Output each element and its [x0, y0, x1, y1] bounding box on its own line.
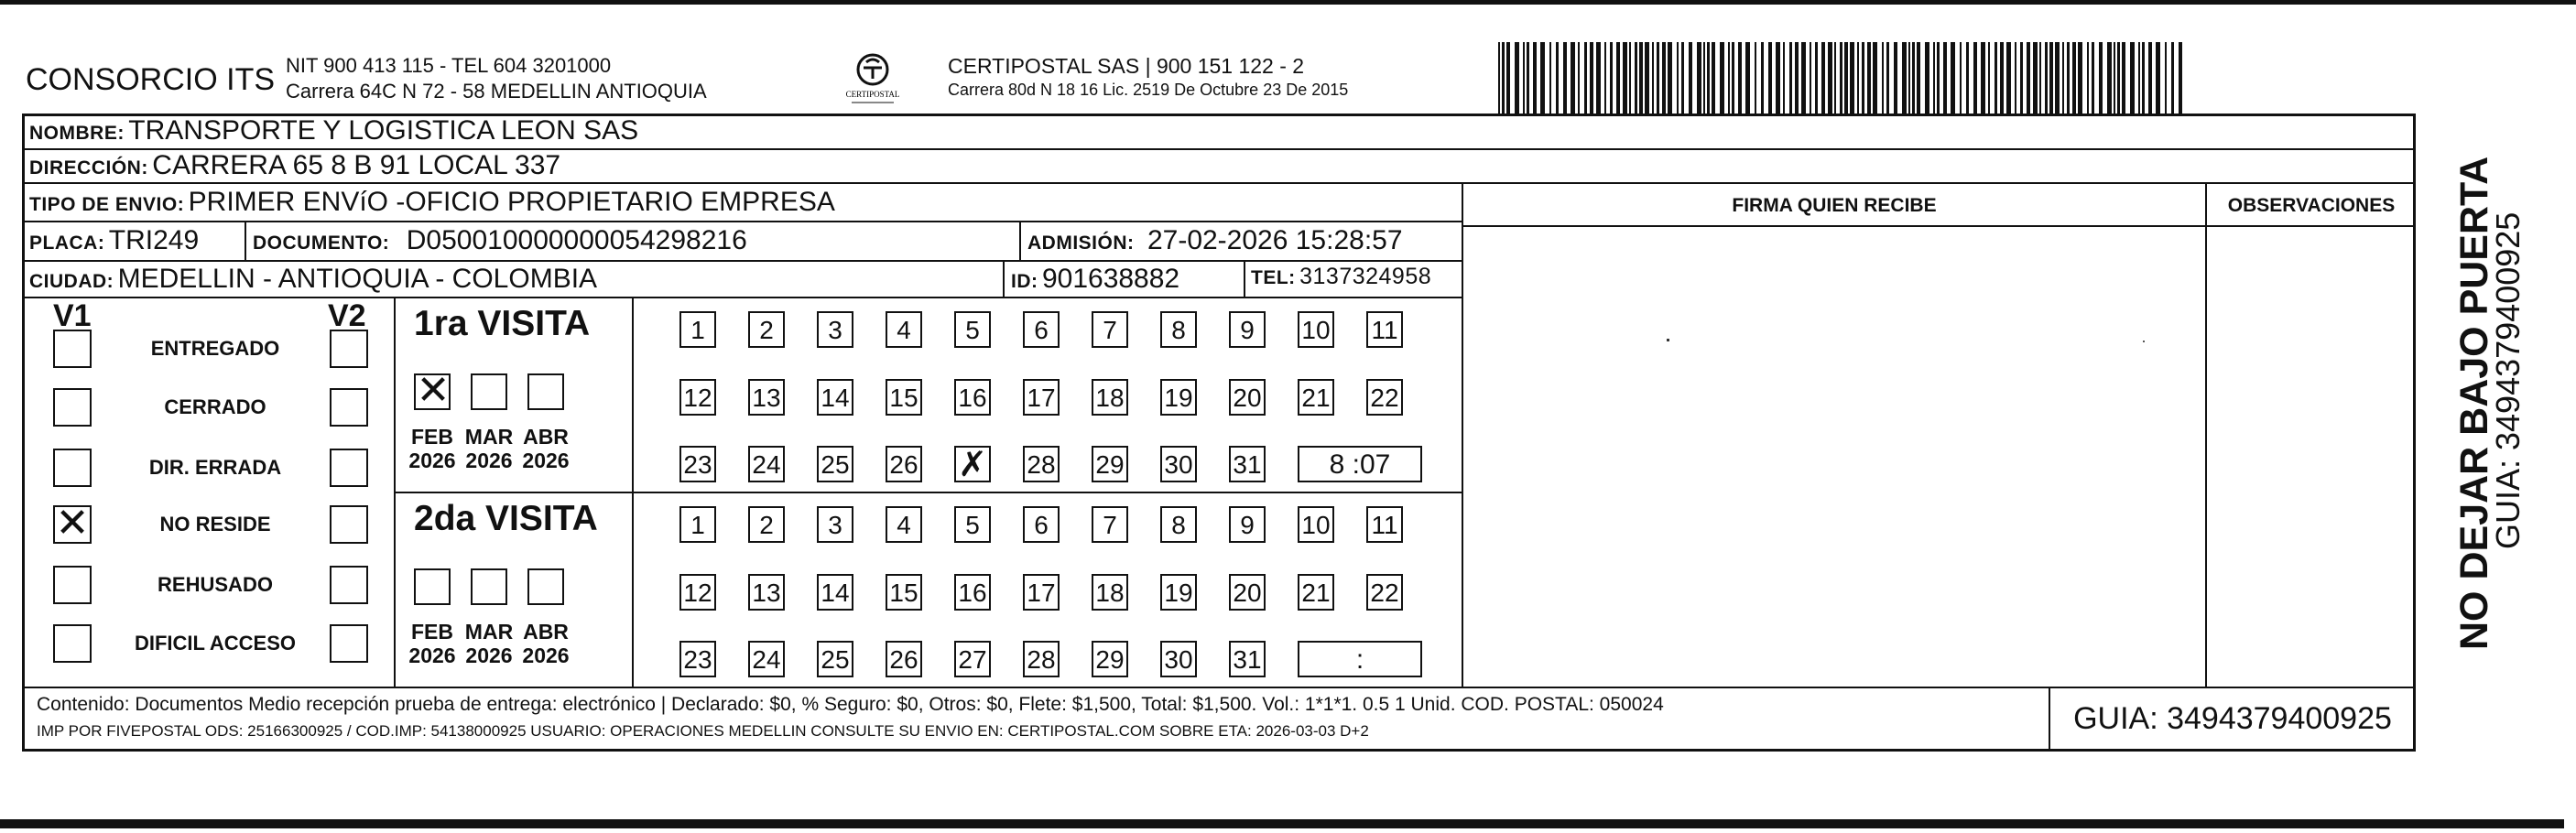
day-box[interactable]: 28 — [1023, 446, 1060, 482]
day-box[interactable]: 2 — [748, 506, 785, 543]
day-box[interactable]: 31 — [1229, 641, 1266, 677]
admision-value: 27-02-2026 15:28:57 — [1147, 225, 1403, 255]
barcode-bar — [2092, 42, 2094, 114]
check-mark-icon: ✕ — [55, 501, 90, 546]
barcode-bar — [2122, 42, 2125, 114]
barcode-bar — [1563, 42, 1567, 114]
barcode-bar — [2114, 42, 2115, 114]
month-name: FEB — [411, 425, 453, 449]
bottom-rule — [0, 819, 2564, 828]
barcode-bar — [1720, 42, 1724, 114]
admision-row — [1027, 225, 1403, 256]
day-box[interactable]: 16 — [954, 379, 991, 416]
day-box-marked[interactable]: ✗ — [954, 446, 991, 482]
barcode-bar — [1933, 42, 1935, 114]
company-name: CONSORCIO ITS — [26, 62, 276, 97]
barcode-bar — [1616, 42, 1620, 114]
col-divider — [245, 221, 246, 261]
ciudad-value: MEDELLIN - ANTIOQUIA - COLOMBIA — [117, 264, 598, 294]
documento-row — [253, 225, 747, 256]
month-checkbox[interactable] — [471, 373, 507, 410]
day-box[interactable]: 20 — [1229, 574, 1266, 611]
v1-checkbox[interactable] — [53, 501, 92, 546]
day-box[interactable]: 2 — [748, 311, 785, 348]
day-box[interactable]: 17 — [1023, 574, 1060, 611]
barcode-bar — [1506, 42, 1510, 114]
barcode-bar — [1707, 42, 1710, 114]
day-box[interactable]: 22 — [1366, 379, 1403, 416]
col-divider — [2205, 182, 2207, 687]
month-checkbox[interactable] — [527, 373, 564, 410]
day-box[interactable]: 15 — [886, 574, 922, 611]
barcode-bar — [1951, 42, 1955, 114]
barcode-bar — [1943, 42, 1947, 114]
tel-label: TEL: — [1251, 267, 1296, 288]
nombre-label: NOMBRE: — [29, 123, 125, 144]
day-box[interactable]: 13 — [748, 574, 785, 611]
tipo-row — [29, 187, 835, 218]
barcode-bar — [1966, 42, 1969, 114]
day-box[interactable]: 30 — [1160, 446, 1197, 482]
visit-time-box[interactable]: : — [1298, 641, 1422, 677]
print-info-line: IMP POR FIVEPOSTAL ODS: 25166300925 / COD.IMP: 54138000925 USUARIO: OPERACIONES MEDELLIN CONSULTE SU ENVIO EN: CERTIPOSTAL.COM SOBRE ETA: 2026-03-03 D+2 — [37, 722, 1369, 740]
barcode-bar — [1981, 42, 1985, 114]
barcode-bar — [1873, 42, 1877, 114]
barcode-bar — [1610, 42, 1613, 114]
barcode-bar — [1652, 42, 1654, 114]
day-box[interactable]: 23 — [679, 641, 716, 677]
barcode-bar — [2015, 42, 2016, 114]
status-option-label: DIFICIL ACCESO — [134, 632, 296, 654]
day-box[interactable]: 13 — [748, 379, 785, 416]
day-box[interactable]: 26 — [886, 446, 922, 482]
barcode-bar — [1973, 42, 1977, 114]
col-divider — [1244, 260, 1245, 297]
month-name: ABR — [523, 620, 569, 644]
side-guia-number: GUIA: 3494379400925 — [2489, 211, 2527, 549]
barcode-bar — [1523, 42, 1525, 114]
month-checkbox[interactable] — [527, 568, 564, 605]
barcode-bar — [2156, 42, 2160, 114]
month-checkbox[interactable] — [414, 368, 451, 413]
guia-number: GUIA: 3494379400925 — [2049, 688, 2415, 749]
col-divider — [1019, 221, 1021, 261]
documento-value: D050010000000054298216 — [406, 225, 747, 255]
day-box[interactable]: 4 — [886, 311, 922, 348]
barcode-bar — [1783, 42, 1785, 114]
svg-text:CERTIPOSTAL: CERTIPOSTAL — [845, 90, 900, 99]
day-box[interactable]: 22 — [1366, 574, 1403, 611]
day-box[interactable]: 20 — [1229, 379, 1266, 416]
day-box[interactable]: 14 — [817, 379, 853, 416]
barcode-bar — [1590, 42, 1593, 114]
barcode-bar — [2171, 42, 2174, 114]
barcode-bar — [2165, 42, 2167, 114]
barcode-bar — [1712, 42, 1715, 114]
barcode-bar — [2049, 42, 2053, 114]
month-checkbox[interactable] — [471, 568, 507, 605]
day-box[interactable]: 5 — [954, 311, 991, 348]
tipo-label: TIPO DE ENVIO: — [29, 194, 185, 215]
nombre-row — [29, 115, 638, 146]
v2-checkbox[interactable] — [330, 566, 368, 604]
barcode-bar — [1578, 42, 1580, 114]
barcode-bar — [2039, 42, 2041, 114]
barcode-bar — [1834, 42, 1836, 114]
day-box[interactable]: 11 — [1366, 311, 1403, 348]
day-box[interactable]: 10 — [1298, 311, 1334, 348]
barcode-bar — [1738, 42, 1742, 114]
barcode-bar — [1810, 42, 1811, 114]
no-dejar-notice: NO DEJAR BAJO PUERTA — [2452, 156, 2496, 650]
barcode-bar — [1584, 42, 1587, 114]
placa-label: PLACA: — [29, 233, 105, 254]
barcode-bar — [1645, 42, 1649, 114]
month-label — [400, 620, 464, 667]
barcode-bar — [1912, 42, 1915, 114]
direccion-value: CARRERA 65 8 B 91 LOCAL 337 — [152, 150, 561, 180]
month-year: 2026 — [465, 644, 513, 667]
barcode-bar — [2000, 42, 2004, 114]
barcode-bar — [2142, 42, 2145, 114]
month-year: 2026 — [408, 644, 456, 667]
barcode-bar — [1549, 42, 1551, 114]
month-checkbox[interactable] — [414, 568, 451, 605]
day-box[interactable]: 19 — [1160, 379, 1197, 416]
barcode-bar — [1623, 42, 1627, 114]
day-box[interactable]: 21 — [1298, 379, 1334, 416]
barcode-bar — [1795, 42, 1799, 114]
barcode-bar — [2148, 42, 2152, 114]
v2-checkbox[interactable] — [330, 330, 368, 368]
barcode-bar — [1789, 42, 1792, 114]
id-label: ID: — [1011, 271, 1038, 292]
barcode-bar — [1828, 42, 1832, 114]
barcode-bar — [1604, 42, 1606, 114]
certipostal-info — [948, 53, 1348, 101]
ciudad-label: CIUDAD: — [29, 271, 114, 292]
nombre-value: TRANSPORTE Y LOGISTICA LEON SAS — [128, 115, 639, 146]
signature-mark — [1667, 339, 1669, 341]
day-box[interactable]: 31 — [1229, 446, 1266, 482]
day-box[interactable]: 28 — [1023, 641, 1060, 677]
status-option-label: CERRADO — [164, 395, 266, 418]
barcode-bar — [1498, 42, 1500, 114]
col-divider — [632, 297, 634, 687]
barcode-bar — [1668, 42, 1672, 114]
barcode-bar — [1925, 42, 1929, 114]
status-option-label: DIR. ERRADA — [148, 456, 282, 479]
nit-line: NIT 900 413 115 - TEL 604 3201000 — [286, 54, 612, 77]
v2-header: V2 — [328, 298, 366, 333]
barcode-bar — [1527, 42, 1529, 114]
day-box[interactable]: 18 — [1092, 574, 1128, 611]
barcode-bar — [2117, 42, 2120, 114]
barcode-bar — [1761, 42, 1764, 114]
barcode-bar — [2130, 42, 2135, 114]
day-box[interactable]: 25 — [817, 446, 853, 482]
day-box[interactable]: 26 — [886, 641, 922, 677]
barcode-bar — [1515, 42, 1519, 114]
day-box[interactable]: 24 — [748, 641, 785, 677]
row-divider — [1462, 225, 2416, 227]
day-box[interactable]: 12 — [679, 574, 716, 611]
barcode-bar — [1540, 42, 1545, 114]
visit-title: 1ra VISITA — [414, 304, 591, 343]
day-box[interactable]: 15 — [886, 379, 922, 416]
barcode-bar — [1657, 42, 1659, 114]
month-label — [514, 620, 578, 667]
row-divider — [22, 221, 1462, 222]
day-box[interactable]: 30 — [1160, 641, 1197, 677]
day-box[interactable]: 17 — [1023, 379, 1060, 416]
certipostal-address: Carrera 80d N 18 16 Lic. 2519 De Octubre 23 De 2015 — [948, 81, 1349, 99]
barcode-bar — [1697, 42, 1701, 114]
day-box[interactable]: 3 — [817, 506, 853, 543]
day-box[interactable]: 1 — [679, 506, 716, 543]
day-box[interactable]: 25 — [817, 641, 853, 677]
barcode-bar — [1844, 42, 1848, 114]
barcode-bar — [2033, 42, 2038, 114]
barcode-bar — [1994, 42, 1997, 114]
day-box[interactable]: 8 — [1160, 311, 1197, 348]
ciudad-row — [29, 264, 597, 295]
barcode-bar — [1681, 42, 1684, 114]
day-box[interactable]: 3 — [817, 311, 853, 348]
barcode — [1498, 42, 2185, 114]
barcode-bar — [1502, 42, 1505, 114]
row-divider — [22, 182, 2416, 184]
barcode-bar — [2045, 42, 2048, 114]
barcode-bar — [1801, 42, 1806, 114]
day-box[interactable]: 11 — [1366, 506, 1403, 543]
barcode-bar — [1886, 42, 1889, 114]
month-label — [400, 425, 464, 472]
barcode-bar — [1639, 42, 1643, 114]
barcode-bar — [1840, 42, 1842, 114]
day-box[interactable]: 6 — [1023, 311, 1060, 348]
month-label — [457, 425, 521, 472]
barcode-bar — [2138, 42, 2140, 114]
certipostal-nit: CERTIPOSTAL SAS | 900 151 122 - 2 — [948, 54, 1305, 78]
v1-checkbox[interactable] — [53, 566, 92, 604]
col-divider — [394, 297, 396, 687]
barcode-bar — [1768, 42, 1772, 114]
tel-value: 3137324958 — [1299, 264, 1432, 289]
day-box[interactable]: 7 — [1092, 311, 1128, 348]
barcode-bar — [2006, 42, 2011, 114]
barcode-bar — [2027, 42, 2030, 114]
barcode-bar — [1635, 42, 1637, 114]
barcode-bar — [1677, 42, 1679, 114]
day-box[interactable]: 6 — [1023, 506, 1060, 543]
barcode-bar — [2062, 42, 2064, 114]
barcode-bar — [2179, 42, 2182, 114]
v1-checkbox[interactable] — [53, 624, 92, 663]
barcode-bar — [1629, 42, 1631, 114]
barcode-bar — [1850, 42, 1854, 114]
barcode-bar — [1882, 42, 1884, 114]
barcode-bar — [1988, 42, 1990, 114]
v1-header: V1 — [53, 298, 92, 333]
barcode-bar — [1867, 42, 1871, 114]
v2-checkbox[interactable] — [330, 388, 368, 427]
day-box[interactable]: 24 — [748, 446, 785, 482]
direccion-row — [29, 150, 560, 181]
id-row — [1011, 264, 1179, 295]
day-box[interactable]: 10 — [1298, 506, 1334, 543]
observaciones-header: OBSERVACIONES — [2227, 195, 2396, 216]
day-box[interactable]: 9 — [1229, 506, 1266, 543]
visit-title: 2da VISITA — [414, 499, 598, 538]
barcode-bar — [1732, 42, 1734, 114]
barcode-bar — [2087, 42, 2089, 114]
month-year: 2026 — [522, 644, 570, 667]
barcode-bar — [1533, 42, 1537, 114]
barcode-bar — [1937, 42, 1940, 114]
barcode-bar — [1571, 42, 1575, 114]
placa-value: TRI249 — [108, 225, 200, 255]
barcode-bar — [1917, 42, 1920, 114]
col-divider — [1003, 260, 1005, 297]
certipostal-logo — [841, 48, 905, 112]
barcode-bar — [1821, 42, 1825, 114]
barcode-bar — [1662, 42, 1666, 114]
barcode-bar — [1556, 42, 1559, 114]
row-divider — [22, 297, 1462, 298]
day-box[interactable]: 5 — [954, 506, 991, 543]
day-box[interactable]: 7 — [1092, 506, 1128, 543]
barcode-bar — [2020, 42, 2023, 114]
day-box[interactable]: 4 — [886, 506, 922, 543]
tipo-value: PRIMER ENVíO -OFICIO PROPIETARIO EMPRESA — [188, 187, 835, 217]
month-year: 2026 — [465, 449, 513, 472]
day-box[interactable]: 19 — [1160, 574, 1197, 611]
barcode-bar — [1894, 42, 1897, 114]
id-value: 901638882 — [1041, 264, 1180, 294]
col-divider — [1462, 182, 1463, 687]
v2-checkbox[interactable] — [330, 505, 368, 544]
day-box[interactable]: 1 — [679, 311, 716, 348]
barcode-bar — [1703, 42, 1705, 114]
signature-mark — [2143, 341, 2145, 342]
top-rule — [0, 0, 2576, 5]
barcode-bar — [2055, 42, 2060, 114]
barcode-bar — [1689, 42, 1692, 114]
barcode-bar — [1755, 42, 1756, 114]
barcode-bar — [2067, 42, 2070, 114]
day-box[interactable]: 21 — [1298, 574, 1334, 611]
month-year: 2026 — [408, 449, 456, 472]
day-box[interactable]: 29 — [1092, 641, 1128, 677]
day-box[interactable]: 29 — [1092, 446, 1128, 482]
tel-row — [1251, 264, 1431, 290]
barcode-bar — [1745, 42, 1750, 114]
barcode-bar — [1596, 42, 1601, 114]
status-option-label: NO RESIDE — [159, 513, 271, 536]
barcode-bar — [1960, 42, 1962, 114]
month-name: MAR — [464, 425, 514, 449]
row-divider — [22, 260, 1462, 262]
month-name: FEB — [411, 620, 453, 644]
v1-checkbox[interactable] — [53, 449, 92, 487]
barcode-bar — [2072, 42, 2076, 114]
barcode-bar — [2107, 42, 2112, 114]
documento-label: DOCUMENTO: — [253, 233, 390, 254]
day-box[interactable]: 14 — [817, 574, 853, 611]
status-option-label: REHUSADO — [158, 573, 273, 596]
placa-row — [29, 225, 199, 256]
day-box[interactable]: 9 — [1229, 311, 1266, 348]
barcode-bar — [1728, 42, 1730, 114]
month-year: 2026 — [522, 449, 570, 472]
month-name: ABR — [523, 425, 569, 449]
status-option-label: ENTREGADO — [150, 337, 280, 360]
visit-divider — [394, 492, 1462, 493]
barcode-bar — [2078, 42, 2082, 114]
firma-header: FIRMA QUIEN RECIBE — [1732, 195, 1937, 216]
day-box[interactable]: 16 — [954, 574, 991, 611]
v2-checkbox[interactable] — [330, 449, 368, 487]
barcode-bar — [1902, 42, 1907, 114]
v1-checkbox[interactable] — [53, 388, 92, 427]
barcode-bar — [1857, 42, 1859, 114]
month-label — [457, 620, 521, 667]
direccion-label: DIRECCIÓN: — [29, 157, 148, 178]
day-box[interactable]: 23 — [679, 446, 716, 482]
address-line: Carrera 64C N 72 - 58 MEDELLIN ANTIOQUIA — [286, 80, 707, 103]
company-info — [286, 53, 707, 104]
admision-label: ADMISIÓN: — [1027, 233, 1135, 254]
visit-time-box[interactable]: 8 :07 — [1298, 446, 1422, 482]
day-box[interactable]: 18 — [1092, 379, 1128, 416]
barcode-bar — [1908, 42, 1910, 114]
barcode-bar — [2099, 42, 2103, 114]
barcode-bar — [1776, 42, 1780, 114]
barcode-bar — [1815, 42, 1818, 114]
month-name: MAR — [464, 620, 514, 644]
barcode-bar — [1862, 42, 1864, 114]
day-box[interactable]: 27 — [954, 641, 991, 677]
day-box[interactable]: 8 — [1160, 506, 1197, 543]
month-label — [514, 425, 578, 472]
day-box[interactable]: 12 — [679, 379, 716, 416]
v2-checkbox[interactable] — [330, 624, 368, 663]
v1-checkbox[interactable] — [53, 330, 92, 368]
check-mark-icon: ✕ — [416, 368, 451, 413]
contents-line: Contenido: Documentos Medio recepción prueba de entrega: electrónico | Declarado: $0, % Seguro: $0, Otros: $0, Flete: $1,500, Total: $1,500. Vol.: 1*1*1. 0.5 1 Unid. COD. POSTAL: 050024 — [37, 694, 1664, 715]
